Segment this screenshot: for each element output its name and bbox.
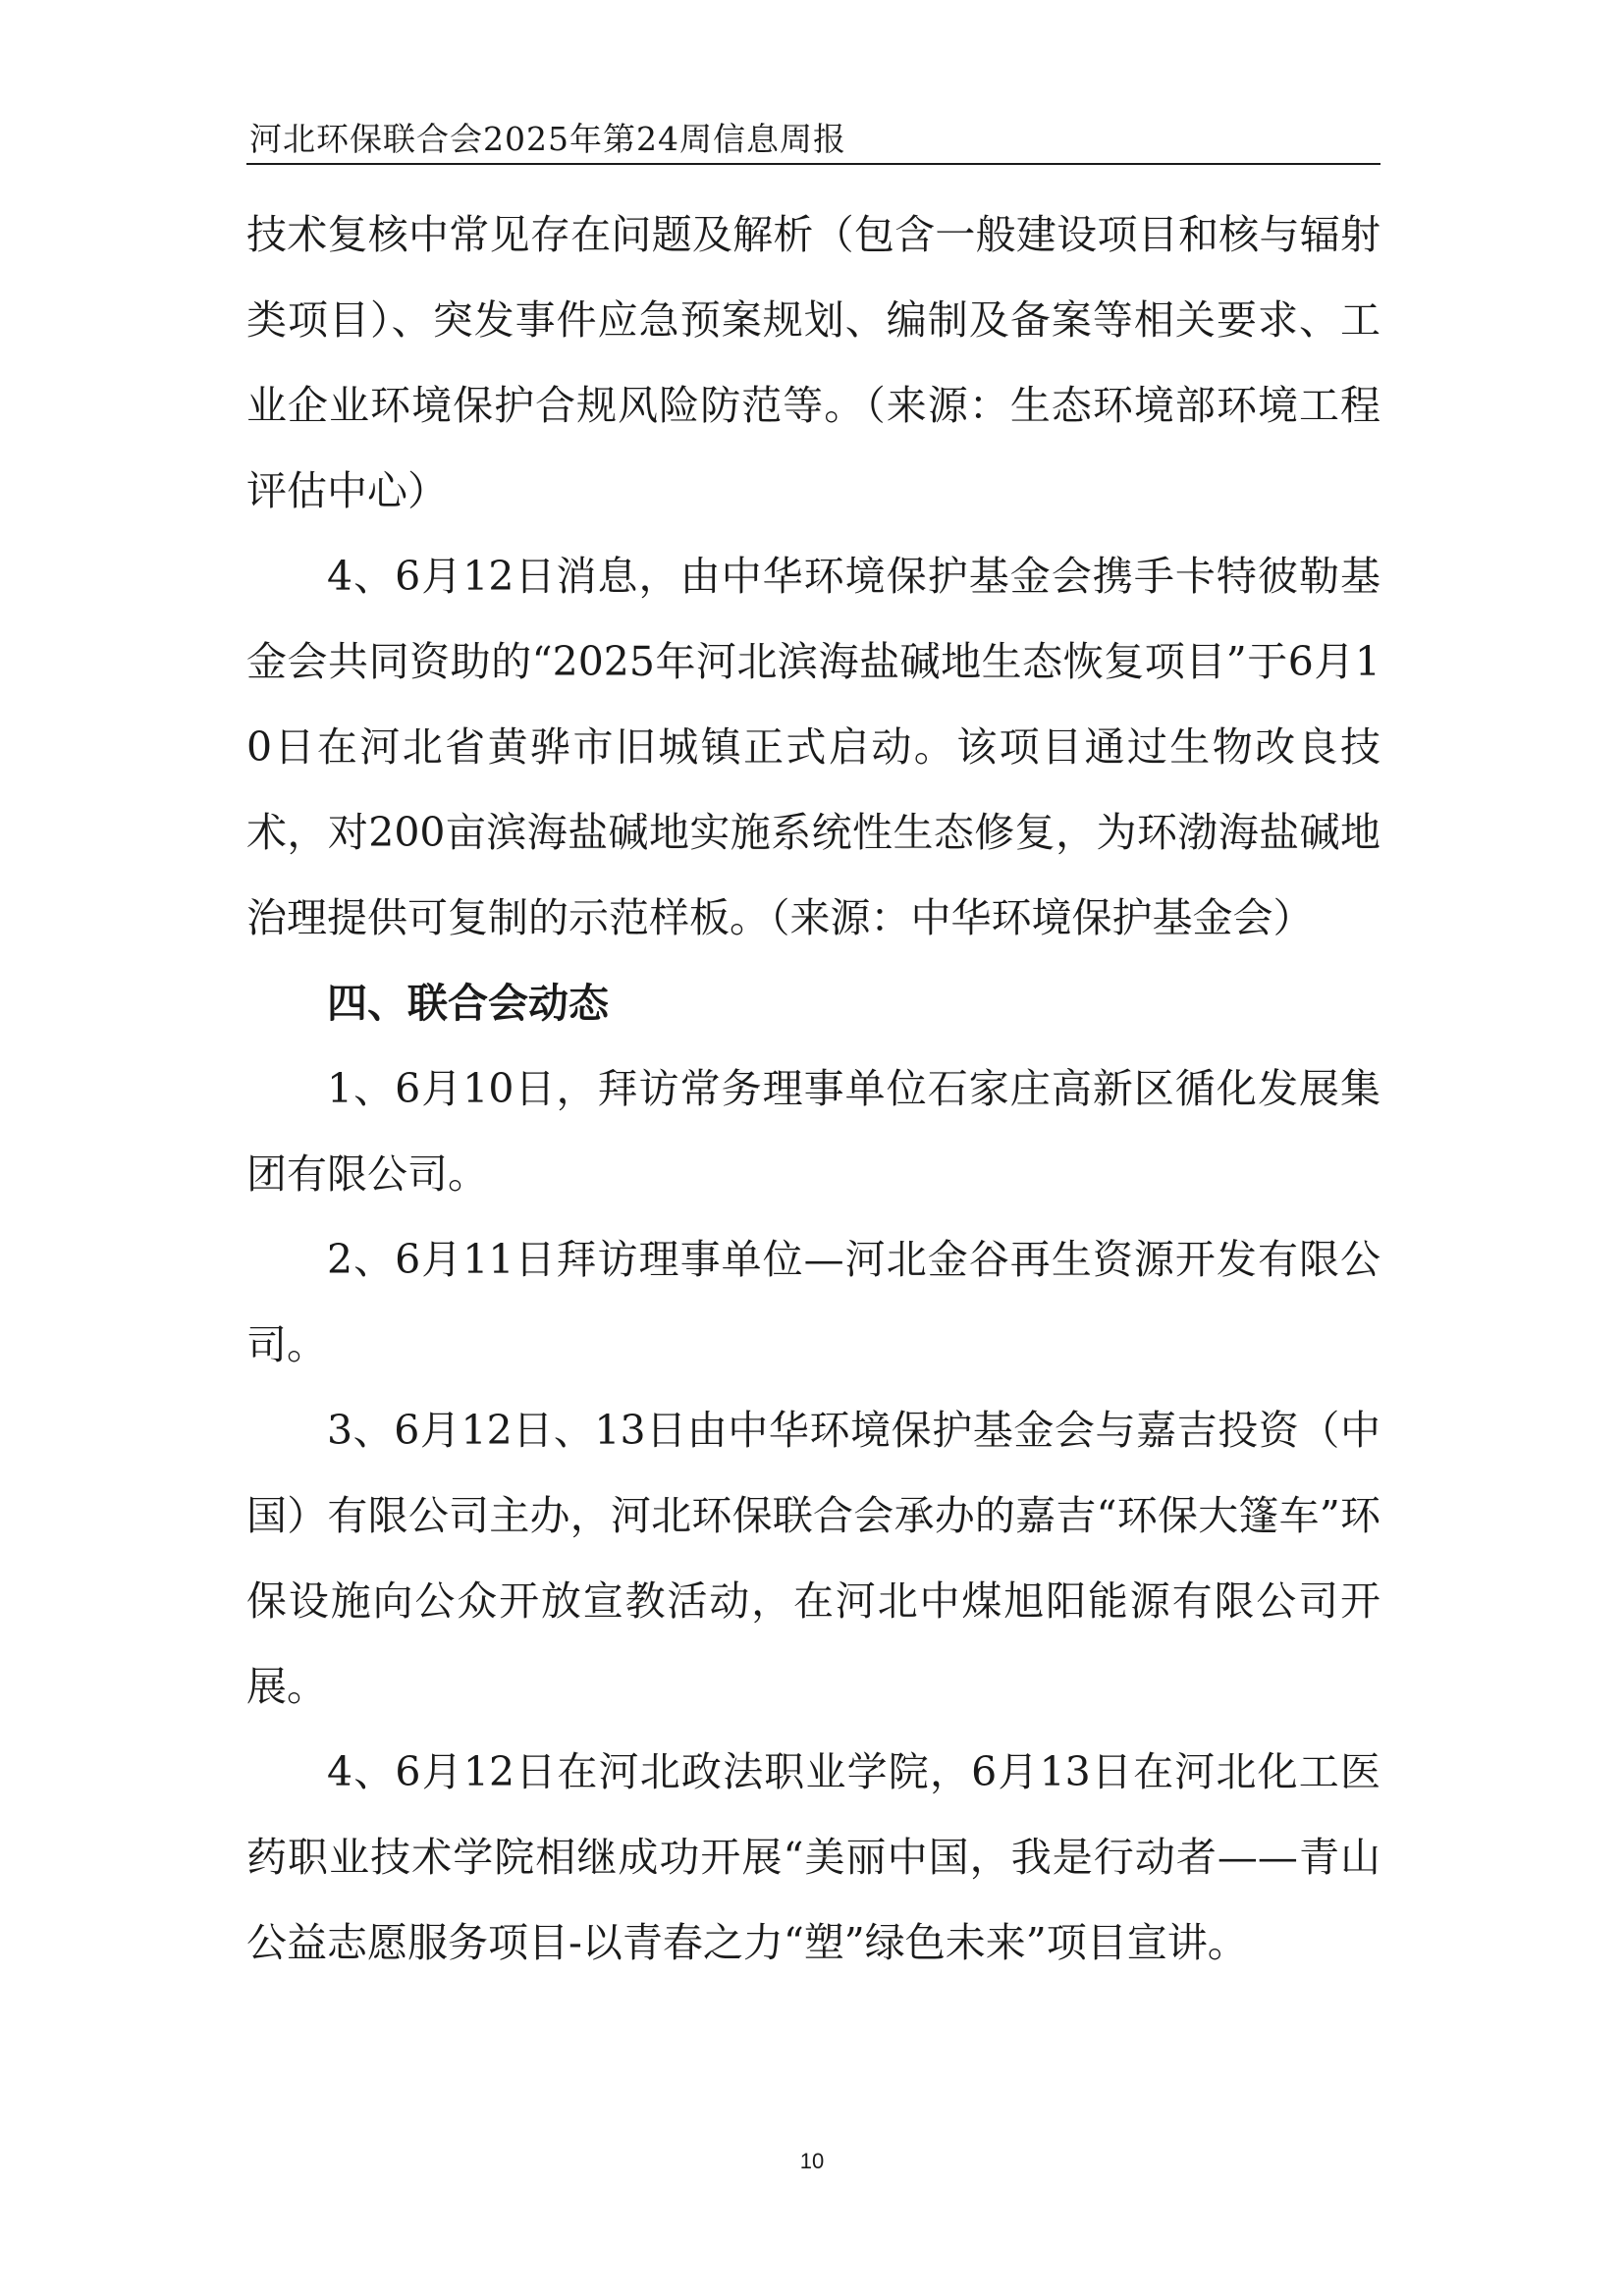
header-title: 河北环保联合会2025年第24周信息周报 [249, 120, 846, 158]
page-number: 10 [799, 2149, 825, 2173]
paragraph-news-item-4: 4、6月12日消息，由中华环境保护基金会携手卡特彼勒基金会共同资助的“2025年河北滨海盐碱地生态恢复项目”于6月10日在河北省黄骅市旧城镇正式启动。该项目通过生物改良技术，对200亩滨海盐碱地实施系统性生态修复，为环渤海盐碱地治理提供可复制的示范样板。（来源：中华环境保护基金会） [246, 553, 1380, 941]
list-item: 2、6月11日拜访理事单位—河北金谷再生资源开发有限公司。 [246, 1236, 1380, 1368]
list-item: 3、6月12日、13日由中华环境保护基金会与嘉吉投资（中国）有限公司主办，河北环保联合会承办的嘉吉“环保大篷车”环保设施向公众开放宣教活动，在河北中煤旭阳能源有限公司开展。 [246, 1407, 1380, 1710]
document-body [246, 192, 1380, 1986]
paragraph-continuation: 技术复核中常见存在问题及解析（包含一般建设项目和核与辐射类项目）、突发事件应急预案规划、编制及备案等相关要求、工业企业环境保护合规风险防范等。（来源：生态环境部环境工程评估中心） [246, 211, 1380, 514]
list-item: 4、6月12日在河北政法职业学院，6月13日在河北化工医药职业技术学院相继成功开展“美丽中国，我是行动者——青山公益志愿服务项目-以青春之力“塑”绿色未来”项目宣讲。 [246, 1748, 1380, 1966]
section-heading: 四、联合会动态 [327, 980, 609, 1027]
list-item: 1、6月10日，拜访常务理事单位石家庄高新区循化发展集团有限公司。 [246, 1065, 1380, 1198]
page-header [246, 116, 1380, 165]
